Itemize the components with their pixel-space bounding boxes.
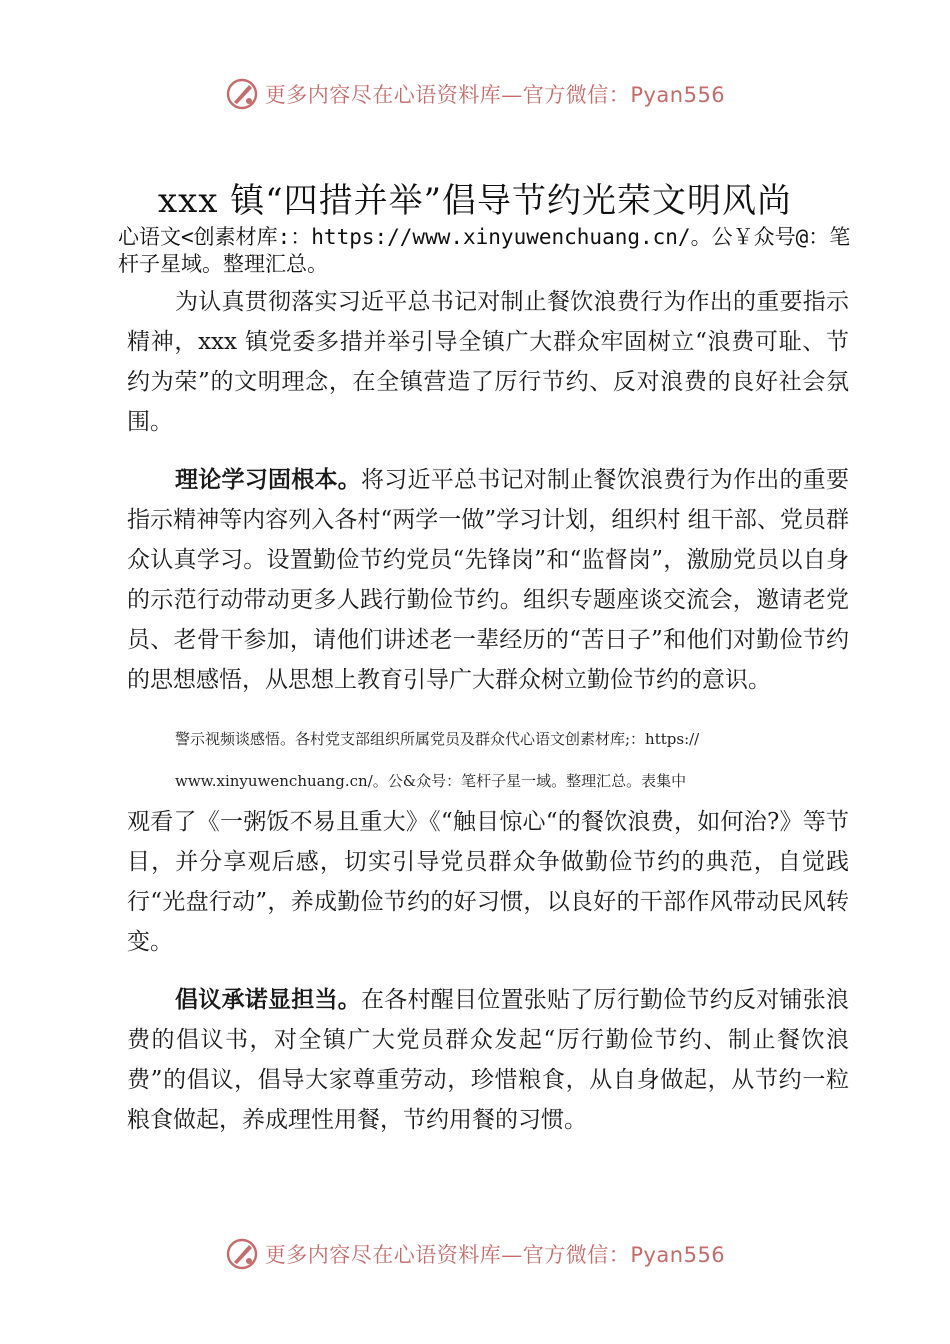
document-title: xxx 镇“四措并举”倡导节约光荣文明风尚 [157, 181, 793, 221]
warning-video-note-line2: www.xinyuwenchuang.cn/。公&众号：笔杆子星一域。整理汇总。表集中 [175, 772, 687, 790]
watermark-text: 更多内容尽在心语资料库—官方微信：Pyan556 [264, 83, 726, 107]
theory-study-heading: 理论学习固根本。 [175, 467, 361, 493]
source-line: 心语文<创素材库:：https://www.xinyuwenchuang.cn/。公￥众号@：笔杆子星域。整理汇总。 [118, 225, 851, 276]
watermark-banner-top [0, 72, 950, 116]
warning-video-note-line1: 警示视频谈感悟。各村党支部组织所属党员及群众代心语文创素材库;：https:// [175, 730, 700, 748]
watermark-banner-bottom [0, 1232, 950, 1276]
theory-study-paragraph [127, 460, 849, 700]
warning-video-paragraph: 观看了《一粥饭不易且重大》《“触目惊心“的餐饮浪费，如何治?》等节目，并分享观后感，切实引导党员群众争做勤俭节约的典范，自觉践行“光盘行动”，养成勤俭节约的好习惯，以良好的干部作风带动民风转变。 [127, 809, 849, 955]
initiative-text: 在各村醒目位置张贴了厉行勤俭节约反对铺张浪费的倡议书，对全镇广大党员群众发起“厉行勤俭节约、制止餐饮浪费”的倡议，倡导大家尊重劳动，珍惜粮食，从自身做起，从节约一粒粮食做起，养成理性用餐，节约用餐的习惯。 [127, 987, 849, 1133]
initiative-heading: 倡议承诺显担当。 [175, 987, 361, 1013]
watermark-text: 更多内容尽在心语资料库—官方微信：Pyan556 [264, 1243, 726, 1267]
document-body [118, 224, 851, 1140]
initiative-paragraph [127, 980, 849, 1140]
pen-logo-icon [225, 1237, 259, 1271]
pen-logo-icon [225, 77, 259, 111]
theory-study-text: 将习近平总书记对制止餐饮浪费行为作出的重要指示精神等内容列入各村“两学一做”学习计划，组织村 组干部、党员群众认真学习。设置勤俭节约党员“先锋岗”和“监督岗”，激励党员以自身的示范行动带动更多人践行勤俭节约。组织专题座谈交流会，邀请老党员、老骨干参加，请他们讲述老一辈经历的“苦日子”和他们对勤俭节约的思想感悟，从思想上教育引导广大群众树立勤俭节约的意识。 [127, 467, 849, 693]
intro-paragraph: 为认真贯彻落实习近平总书记对制止餐饮浪费行为作出的重要指示精神，xxx 镇党委多措并举引导全镇广大群众牢固树立“浪费可耻、节约为荣”的文明理念，在全镇营造了厉行节约、反对浪费的良好社会氛围。 [127, 289, 849, 435]
